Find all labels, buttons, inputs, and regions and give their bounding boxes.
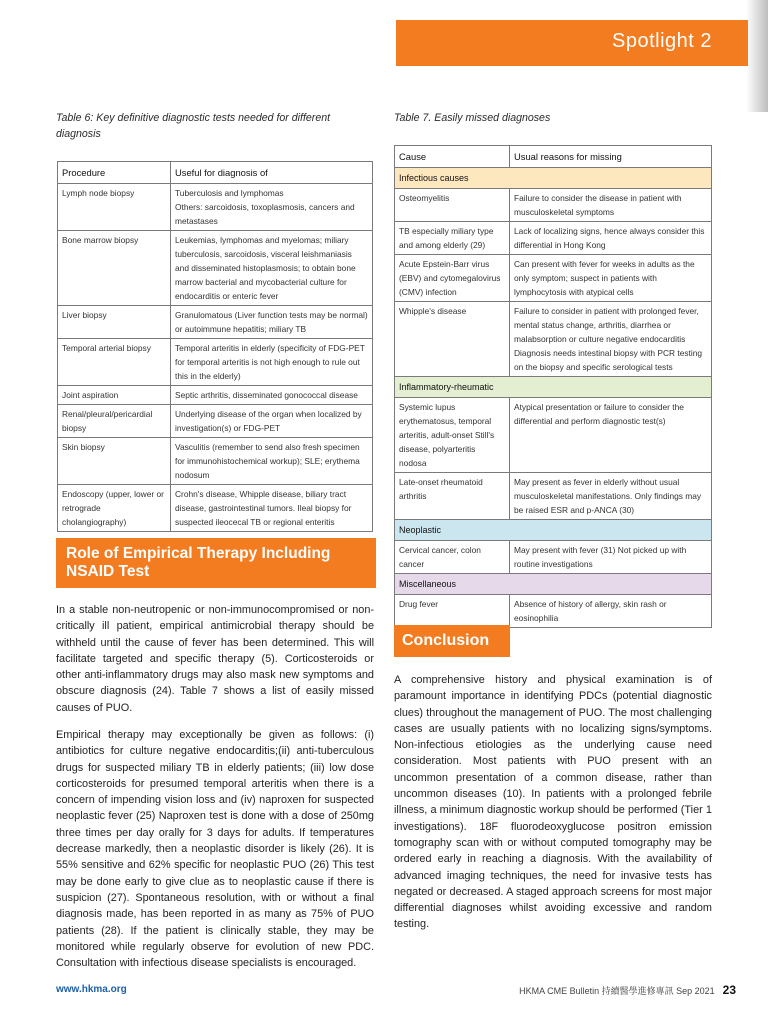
reason-cell: Atypical presentation or failure to consider the differential and perform diagnostic test(s) [510, 398, 712, 473]
reason-cell: May present with fever (31) Not picked up with routine investigations [510, 541, 712, 574]
procedure-cell: Renal/pleural/pericardial biopsy [58, 405, 171, 438]
column-header: Procedure [58, 162, 171, 184]
table6 [57, 161, 373, 532]
paragraph-empirical-2: Empirical therapy may exceptionally be given as follows: (i) antibiotics for culture negative endocarditis;(ii) anti-tuberculous drugs for suspected miliary TB in elderly patients; (iii) low dose corticosteroids for presumed temporal arteritis when there is a concern of impending vision loss and (iv) naproxen for suspected neoplastic fever (25) Naproxen test is done with a dose of 250mg three times per day orally for 3 days for adults. If temperatures decrease markedly, then a neoplastic disorder is likely (26). It is 55% sensitive and 62% specific for neoplastic PUO (26) This test may be done early to give clue as to neoplastic cause if there is suspicion (27). Spontaneous resolution, with or without a final diagnosis made, has been reported in as many as 75% of PUO patients (28). If the patient is clinically stable, they may be monitored while regularly observe for evolution of new PDC. Consultation with infectious disease specialists is encouraged. [56, 729, 374, 970]
reason-cell: Absence of history of allergy, skin rash or eosinophilia [510, 595, 712, 628]
reason-cell: Can present with fever for weeks in adults as the only symptom; suspect in patients with lymphocytosis with atypical cells [510, 255, 712, 302]
useful-secondary: Others: sarcoidosis, toxoplasmosis, cancers and metastases [175, 202, 355, 226]
column-header: Cause [395, 146, 510, 168]
table-header-row [58, 162, 373, 184]
section-heading-empirical: Role of Empirical Therapy Including NSAID Test [56, 538, 376, 588]
section-row [395, 520, 712, 541]
useful-cell: Underlying disease of the organ when localized by investigation(s) or FDG-PET [171, 405, 373, 438]
section-row [395, 574, 712, 595]
procedure-cell: Bone marrow biopsy [58, 231, 171, 306]
cause-cell: Osteomyelitis [395, 189, 510, 222]
table-header-row [395, 146, 712, 168]
column-header: Useful for diagnosis of [171, 162, 373, 184]
reason-cell: May present as fever in elderly without usual musculoskeletal manifestations. Only findings may be raised ESR and p-ANCA (30) [510, 473, 712, 520]
section-row [395, 377, 712, 398]
useful-cell: Vasculitis (remember to send also fresh specimen for immunohistochemical workup); SLE; erythema nodosum [171, 438, 373, 485]
table-row [395, 473, 712, 520]
procedure-cell: Endoscopy (upper, lower or retrograde cholangiography) [58, 485, 171, 532]
table-row [58, 231, 373, 306]
cause-cell: Acute Epstein-Barr virus (EBV) and cytomegalovirus (CMV) infection [395, 255, 510, 302]
cause-cell: Drug fever [395, 595, 510, 628]
section-miscellaneous: Miscellaneous [395, 574, 712, 595]
cause-cell: Systemic lupus erythematosus, temporal arteritis, adult-onset Still's disease, polyarteritis nodosa [395, 398, 510, 473]
reason-cell: Lack of localizing signs, hence always consider this differential in Hong Kong [510, 222, 712, 255]
procedure-cell: Skin biopsy [58, 438, 171, 485]
useful-cell [171, 184, 373, 231]
procedure-cell: Lymph node biopsy [58, 184, 171, 231]
section-infectious: Infectious causes [395, 168, 712, 189]
cause-cell: Late-onset rheumatoid arthritis [395, 473, 510, 520]
table-row [58, 184, 373, 231]
footer-publication [519, 983, 736, 997]
table-row [58, 438, 373, 485]
cause-cell: TB especially miliary type and among elderly (29) [395, 222, 510, 255]
section-heading-conclusion: Conclusion [394, 625, 510, 657]
cause-cell: Whipple's disease [395, 302, 510, 377]
table-row [58, 339, 373, 386]
procedure-cell: Joint aspiration [58, 386, 171, 405]
useful-primary: Tuberculosis and lymphomas [175, 188, 284, 198]
section-neoplastic: Neoplastic [395, 520, 712, 541]
table-row [58, 306, 373, 339]
table-row [395, 595, 712, 628]
section-banner [396, 20, 748, 66]
useful-cell: Temporal arteritis in elderly (specificity of FDG-PET for temporal arteritis is not high enough to rule out this in the elderly) [171, 339, 373, 386]
table-row [395, 255, 712, 302]
table6-caption: Table 6: Key definitive diagnostic tests needed for different diagnosis [56, 112, 331, 140]
useful-cell: Crohn's disease, Whipple disease, biliary tract disease, gastrointestinal tumors. Ileal biopsy for suspected ileocecal TB or regional enteritis [171, 485, 373, 532]
procedure-cell: Liver biopsy [58, 306, 171, 339]
useful-cell: Granulomatous (Liver function tests may be normal) or autoimmune hepatitis; miliary TB [171, 306, 373, 339]
section-inflammatory: Inflammatory-rheumatic [395, 377, 712, 398]
section-row [395, 168, 712, 189]
paragraph-conclusion: A comprehensive history and physical examination is of paramount importance in identifying PDCs (potential diagnostic clues) throughout the management of PUO. The most challenging cases are usually patients with no localizing signs/symptoms. Non-infectious etiologies as the underlying cause need consideration. Most patients with PUO present with an uncommon presentation of a common disease, rather than uncommon diseases (10). In patients with a prolonged febrile illness, a minimum diagnostic workup should be performed (Tier 1 investigations). 18F fluorodeoxyglucose positron emission tomography scan with or without computed tomography may be ordered early in reaching a diagnosis. With the availability of advanced imaging techniques, the need for invasive tests has negated or decreased. A staged approach screens for most major differential diagnoses whilst avoiding excessive and random testing. [394, 674, 712, 931]
table-row [395, 189, 712, 222]
table-row [58, 485, 373, 532]
paragraph-empirical-1: In a stable non-neutropenic or non-immunocompromised or non-critically ill patient, empirical antimicrobial therapy should be withheld until the cause of fever has been determined. This will facilitate targeted and specific therapy (5). Corticosteroids or other anti-inflammatory drugs may also mask new symptoms and obscure diagnosis (24). Table 7 shows a list of easily missed causes of PUO. [56, 604, 374, 714]
footer-publication-name: HKMA CME Bulletin 持續醫學進修專訊 Sep 2021 [519, 986, 715, 996]
table7-caption: Table 7. Easily missed diagnoses [394, 112, 551, 124]
table7 [394, 145, 712, 628]
table-row [395, 398, 712, 473]
table-row [395, 302, 712, 377]
reason-cell: Failure to consider the disease in patient with musculoskeletal symptoms [510, 189, 712, 222]
footer-url: www.hkma.org [56, 984, 127, 995]
banner-title: Spotlight 2 [611, 30, 712, 52]
table-row [58, 386, 373, 405]
cause-cell: Cervical cancer, colon cancer [395, 541, 510, 574]
useful-cell: Leukemias, lymphomas and myelomas; miliary tuberculosis, sarcoidosis, visceral leishmaniasis and disseminated histoplasmosis; to obtain bone marrow bacterial and mycobacterial culture for endocarditis or enteric fever [171, 231, 373, 306]
procedure-cell: Temporal arterial biopsy [58, 339, 171, 386]
page-number: 23 [722, 983, 736, 997]
table-row [395, 541, 712, 574]
column-header: Usual reasons for missing [510, 146, 712, 168]
useful-cell: Septic arthritis, disseminated gonococcal disease [171, 386, 373, 405]
table-row [395, 222, 712, 255]
table-row [58, 405, 373, 438]
page-edge-shadow [746, 0, 768, 112]
reason-cell: Failure to consider in patient with prolonged fever, mental status change, arthritis, diarrhea or malabsorption or culture negative endocarditis Diagnosis needs intestinal biopsy with PCR testing on the biopsy and specific serological tests [510, 302, 712, 377]
